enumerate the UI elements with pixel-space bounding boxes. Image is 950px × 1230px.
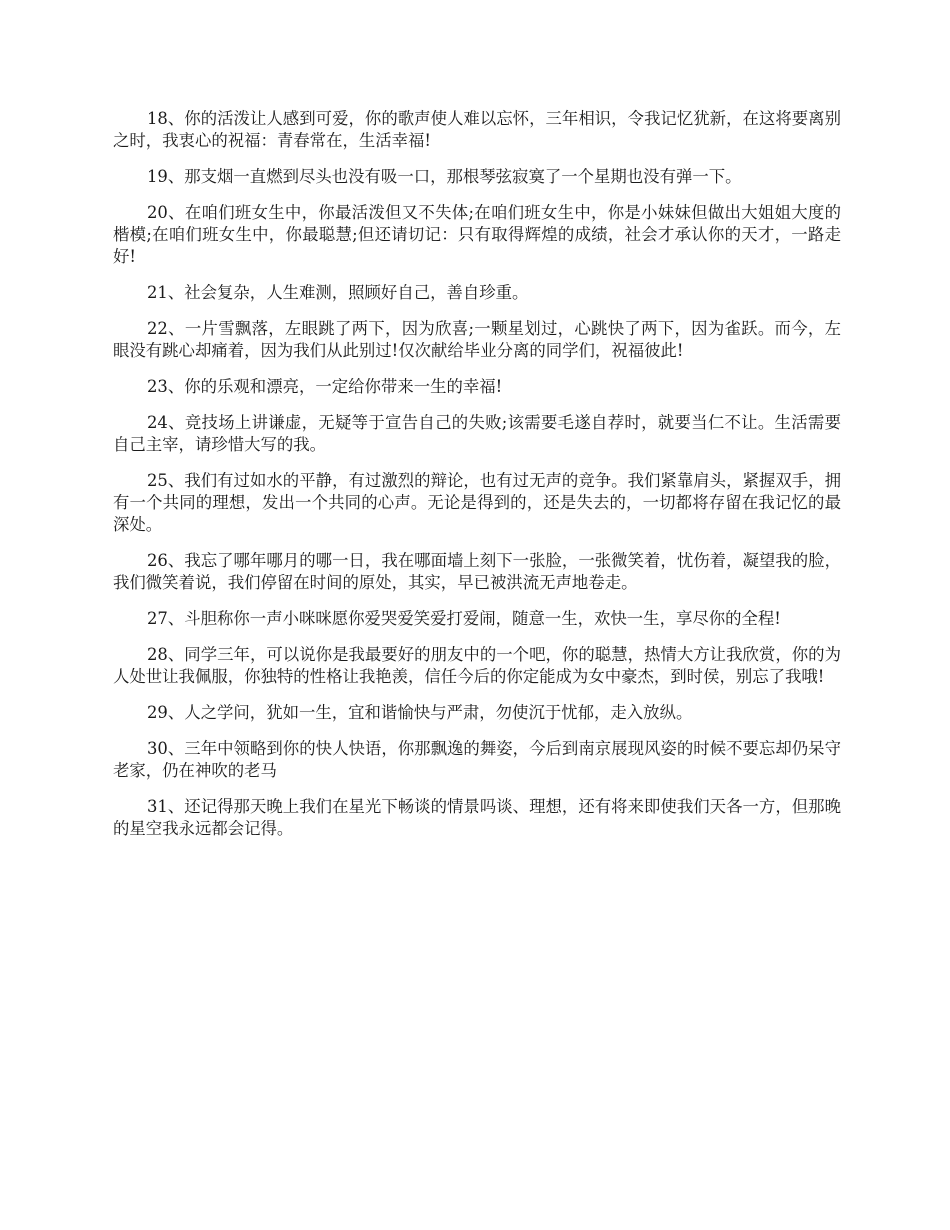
- paragraph-21: 21、社会复杂，人生难测，照顾好自己，善自珍重。: [147, 283, 529, 302]
- paragraph-23: 23、你的乐观和漂亮，一定给你带来一生的幸福!: [147, 377, 503, 396]
- paragraph-24: 24、竞技场上讲谦虚，无疑等于宣告自己的失败;该需要毛遂自荐时，就要当仁不让。生活需要自己主宰，请珍惜大写的我。: [113, 413, 841, 454]
- paragraph-27: 27、斗胆称你一声小咪咪愿你爱哭爱笑爱打爱闹，随意一生，欢快一生，享尽你的全程!: [147, 609, 781, 628]
- paragraph-30: 30、三年中领略到你的快人快语，你那飘逸的舞姿，今后到南京展现风姿的时候不要忘却仍呆守老家，仍在神吹的老马: [113, 739, 841, 780]
- paragraph-22: 22、一片雪飘落，左眼跳了两下，因为欣喜;一颗星划过，心跳快了两下，因为雀跃。而今，左眼没有跳心却痛着，因为我们从此别过!仅次献给毕业分离的同学们，祝福彼此!: [113, 319, 841, 360]
- document-body: [113, 108, 841, 854]
- paragraph-29: 29、人之学问，犹如一生，宜和谐愉快与严肃，勿使沉于忧郁，走入放纵。: [147, 703, 693, 722]
- paragraph-18: 18、你的活泼让人感到可爱，你的歌声使人难以忘怀，三年相识，令我记忆犹新，在这将要离别之时，我衷心的祝福：青春常在，生活幸福!: [113, 109, 841, 150]
- paragraph-19: 19、那支烟一直燃到尽头也没有吸一口，那根琴弦寂寞了一个星期也没有弹一下。: [147, 167, 742, 186]
- paragraph-28: 28、同学三年，可以说你是我最要好的朋友中的一个吧，你的聪慧，热情大方让我欣赏，你的为人处世让我佩服，你独特的性格让我艳羡，信任今后的你定能成为女中豪杰，到时侯，别忘了我哦!: [113, 645, 841, 686]
- paragraph-20: 20、在咱们班女生中，你最活泼但又不失体;在咱们班女生中，你是小妹妹但做出大姐姐大度的楷模;在咱们班女生中，你最聪慧;但还请切记：只有取得辉煌的成绩，社会才承认你的天才，一路走好!: [113, 203, 841, 266]
- paragraph-31: 31、还记得那天晚上我们在星光下畅谈的情景吗谈、理想，还有将来即使我们天各一方，但那晚的星空我永远都会记得。: [113, 797, 841, 838]
- paragraph-25: 25、我们有过如水的平静，有过激烈的辩论，也有过无声的竞争。我们紧靠肩头，紧握双手，拥有一个共同的理想，发出一个共同的心声。无论是得到的，还是失去的，一切都将存留在我记忆的最深处。: [113, 471, 841, 534]
- paragraph-26: 26、我忘了哪年哪月的哪一日，我在哪面墙上刻下一张脸，一张微笑着，忧伤着，凝望我的脸，我们微笑着说，我们停留在时间的原处，其实，早已被洪流无声地卷走。: [113, 551, 841, 592]
